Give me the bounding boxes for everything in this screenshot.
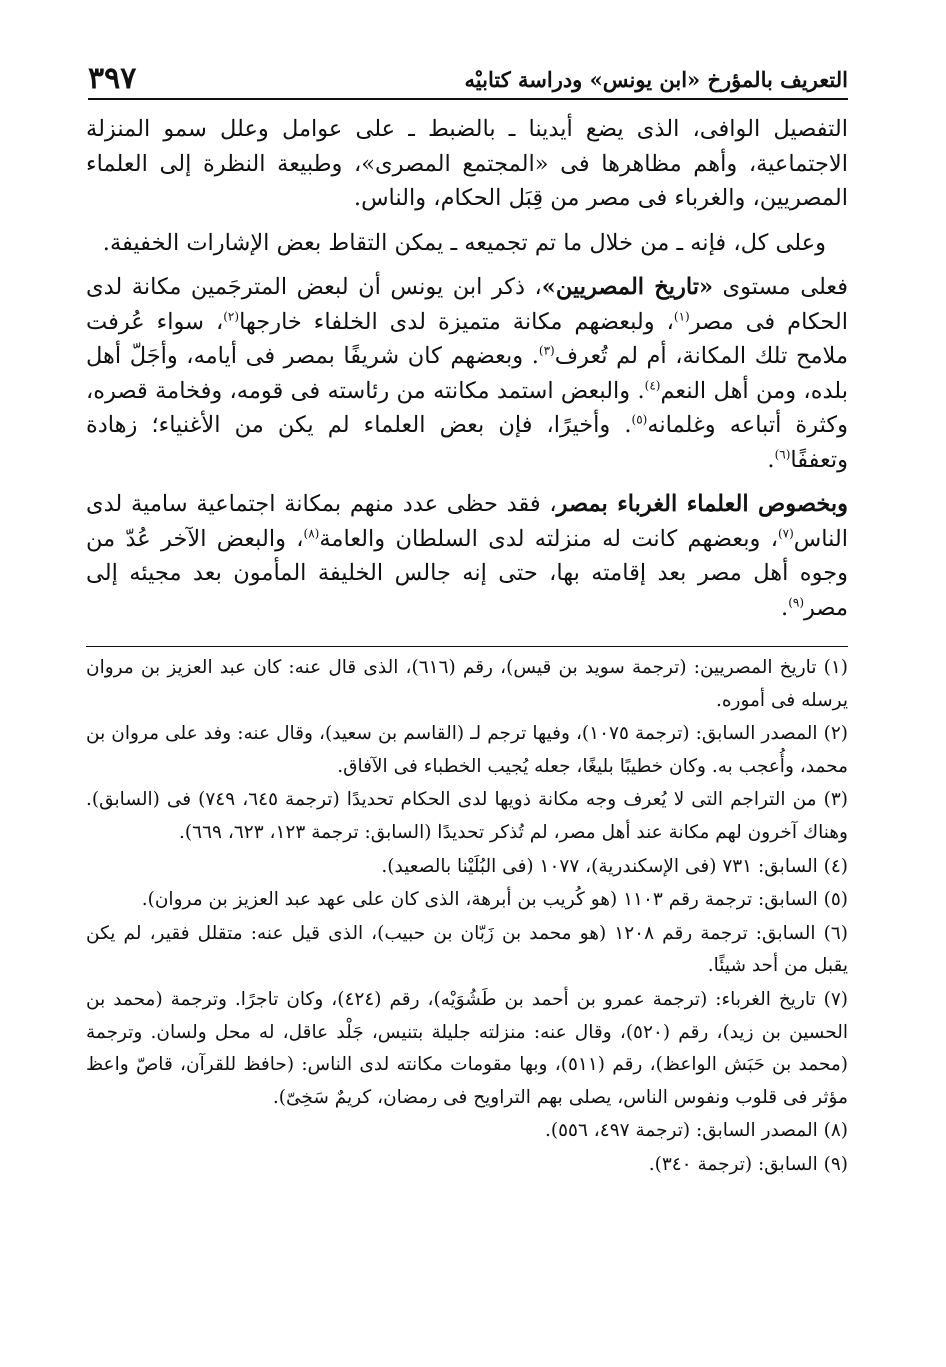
paragraph-3-text: . وأخيرًا، فإن بعض العلماء لم يكن من الأغنياء؛ زهادة وتعففًا — [86, 412, 848, 473]
paragraph-3-text: فعلى مستوى — [713, 274, 849, 300]
footnote-ref-1[interactable]: (١) — [673, 309, 690, 323]
paragraph-3-text: . والبعض استمد مكانته من رئاسته فى قومه، وفخامة قصره، وكثرة أتباعه وغلمانه — [86, 377, 849, 438]
paragraph-3-text: ، سواء عُرفت ملامح تلك المكانة، أم لم تُعرف — [86, 308, 848, 369]
paragraph-4-text: ، فقد حظى عدد منهم بمكانة اجتماعية سامية لدى الناس — [86, 491, 849, 552]
footnote-ref-4[interactable]: (٤) — [644, 378, 661, 392]
paragraph-2: وعلى كل، فإنه ـ من خلال ما تم تجميعه ـ يمكن التقاط بعض الإشارات الخفيفة. — [102, 229, 826, 256]
paragraph-4 — [86, 487, 848, 625]
paragraph-4-text: ، وبعضهم كانت له منزلته لدى السلطان والعامة — [319, 525, 778, 552]
footnote-4: (٤) السابق: ٧٣١ (فى الإسكندرية)، ١٠٧٧ (فى البُلَيْنا بالصعيد). — [381, 855, 848, 877]
paragraph-3 — [86, 270, 848, 477]
paragraph-3-text: . وبعضهم كان شريفًا بمصر فى أيامه، وأجَلّ أهل بلده، ومن أهل النعم — [86, 343, 848, 404]
body-text — [86, 112, 848, 635]
footnote-ref-2[interactable]: (٢) — [223, 309, 240, 323]
footnote-ref-5[interactable]: (٥) — [631, 412, 648, 427]
footnote-6: (٦) السابق: ترجمة رقم ١٢٠٨ (هو محمد بن زَبّان بن حبيب)، الذى قيل عنه: متقلل فقير، لم يكن يقبل من أحد شيئًا. — [86, 922, 849, 977]
book-title-egyptians: «تاريخ المصريين» — [541, 274, 714, 300]
paragraph-4-text: . — [781, 594, 789, 621]
page-header — [88, 58, 848, 100]
footnote-ref-7[interactable]: (٧) — [777, 526, 794, 540]
footnotes — [86, 652, 848, 1183]
footnote-3: (٣) من التراجم التى لا يُعرف وجه مكانة ذويها لدى الحكام تحديدًا (ترجمة ٦٤٥، ٧٤٩) فى (السابق). وهناك آخرون لهم مكانة عند أهل مصر، لم تُذكر تحديدًا (السابق: ترجمة ١٢٣، ٦٢٣، ٦٦٩). — [86, 789, 848, 843]
footnote-divider — [86, 646, 848, 647]
footnote-7: (٧) تاريخ الغرباء: (ترجمة عمرو بن أحمد بن طَشُوَيْه)، رقم (٤٢٤)، وكان تاجرًا. وترجمة (محمد بن الحسين بن زيد)، رقم (٥٢٠)، وقال عنه: منزلته جليلة بتنيس، جَلْد عاقل، له محل ولسان. وترجمة (محمد بن حَبَش الواعظ)، رقم (٥١١)، وبها مقومات مكانته لدى الناس: (حافظ للقرآن، قاصّ واعظ مؤثر فى قلوب ونفوس الناس، يصلى بهم التراويح فى رمضان، كريمٌ سَخِىّ). — [86, 988, 849, 1108]
paragraph-3-text: ، ولبعضهم مكانة متميزة لدى الخلفاء خارجها — [239, 308, 674, 335]
footnote-8: (٨) المصدر السابق: (ترجمة ٤٩٧، ٥٥٦). — [544, 1120, 848, 1142]
footnote-ref-8[interactable]: (٨) — [303, 526, 320, 540]
footnote-1: (١) تاريخ المصريين: (ترجمة سويد بن قيس)، رقم (٦١٦)، الذى قال عنه: كان عبد العزيز بن مروان يرسله فى أموره. — [86, 657, 848, 711]
footnote-ref-9[interactable]: (٩) — [788, 595, 805, 609]
section-lead-strangers: وبخصوص العلماء الغرباء بمصر — [556, 491, 848, 517]
paragraph-1: التفصيل الوافى، الذى يضع أيدينا ـ بالضبط ـ على عوامل وعلل سمو المنزلة الاجتماعية، وأهم مظاهرها فى «المجتمع المصرى»، وطبيعة النظرة إلى العلماء المصريين، والغرباء فى مصر من قِبَل الحكام، والناس. — [86, 116, 848, 211]
paragraph-3-text: . — [767, 446, 775, 473]
paragraph-4-text: ، والبعض الآخر عُدّ من وجوه أهل مصر بعد إقامته بها، حتى إنه جالس الخليفة المأمون بعد مجيئه إلى مصر — [86, 525, 848, 621]
footnote-ref-3[interactable]: (٣) — [538, 343, 555, 358]
footnote-2: (٢) المصدر السابق: (ترجمة ١٠٧٥)، وفيها ترجم لـ (القاسم بن سعيد)، وقال عنه: وفد على مروان بن محمد، وأُعجب به. وكان خطيبًا بليغًا، جعله يُجيب الخطباء فى الآفاق. — [86, 723, 848, 777]
footnote-5: (٥) السابق: ترجمة رقم ١١٠٣ (هو كُريب بن أبرهة، الذى كان على عهد عبد العزيز بن مروان). — [141, 889, 848, 911]
running-title: التعريف بالمؤرخ «ابن يونس» ودراسة كتابيْه — [464, 67, 848, 92]
footnote-9: (٩) السابق: (ترجمة ٣٤٠). — [648, 1153, 848, 1175]
footnote-ref-6[interactable]: (٦) — [774, 447, 791, 461]
page-number: ٣٩٧ — [88, 61, 137, 96]
paragraph-3-text: ، ذكر ابن يونس أن لبعض المترجَمين مكانة لدى الحكام فى مصر — [86, 274, 849, 335]
